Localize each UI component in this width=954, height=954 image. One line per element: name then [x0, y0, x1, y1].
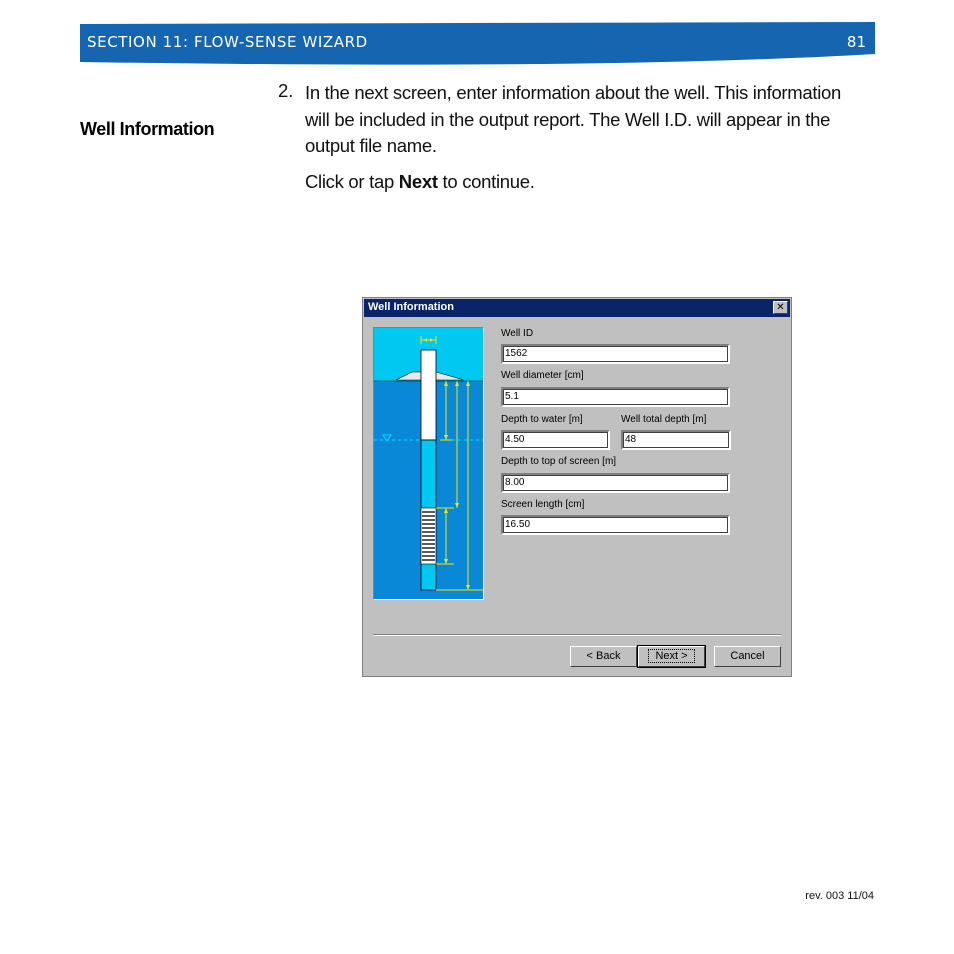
step-text: In the next screen, enter information about the well. This information will be included in the output report. The Well I.D. will appear in the output file name.: [305, 82, 842, 156]
well-id-label: Well ID: [501, 328, 534, 339]
step-number: 2.: [278, 80, 294, 101]
dialog-title: Well Information: [368, 301, 454, 313]
next-button-label: Next >: [648, 649, 694, 663]
well-total-depth-input[interactable]: 48: [621, 430, 731, 450]
depth-to-screen-label: Depth to top of screen [m]: [501, 456, 617, 467]
dialog-separator: [373, 634, 781, 636]
screen-length-label: Screen length [cm]: [501, 499, 585, 510]
well-diameter-label: Well diameter [cm]: [501, 370, 584, 381]
well-diagram: [373, 327, 484, 600]
continue-next-bold: Next: [398, 171, 438, 192]
cancel-button[interactable]: Cancel: [714, 646, 781, 667]
revision-footer: rev. 003 11/04: [805, 890, 874, 902]
well-total-depth-label: Well total depth [m]: [621, 414, 707, 425]
page-number: 81: [846, 33, 866, 51]
well-diagram-graphic: [374, 328, 483, 599]
depth-to-water-input[interactable]: 4.50: [501, 430, 610, 450]
well-diameter-input[interactable]: 5.1: [501, 387, 730, 407]
screen-length-input[interactable]: 16.50: [501, 515, 730, 535]
continue-instruction: [305, 171, 535, 193]
sidebar-heading: Well Information: [80, 119, 215, 139]
next-button[interactable]: [638, 646, 705, 667]
well-id-input[interactable]: 1562: [501, 344, 730, 364]
section-title: SECTION 11: FLOW-SENSE WIZARD: [87, 33, 368, 51]
dialog-titlebar: [364, 299, 790, 317]
continue-prefix: Click or tap: [305, 171, 399, 192]
depth-to-screen-input[interactable]: 8.00: [501, 473, 730, 493]
close-icon[interactable]: ✕: [773, 301, 788, 314]
continue-suffix: to continue.: [437, 171, 535, 192]
well-information-dialog: [362, 297, 792, 677]
depth-to-water-label: Depth to water [m]: [501, 414, 583, 425]
back-button[interactable]: < Back: [570, 646, 637, 667]
